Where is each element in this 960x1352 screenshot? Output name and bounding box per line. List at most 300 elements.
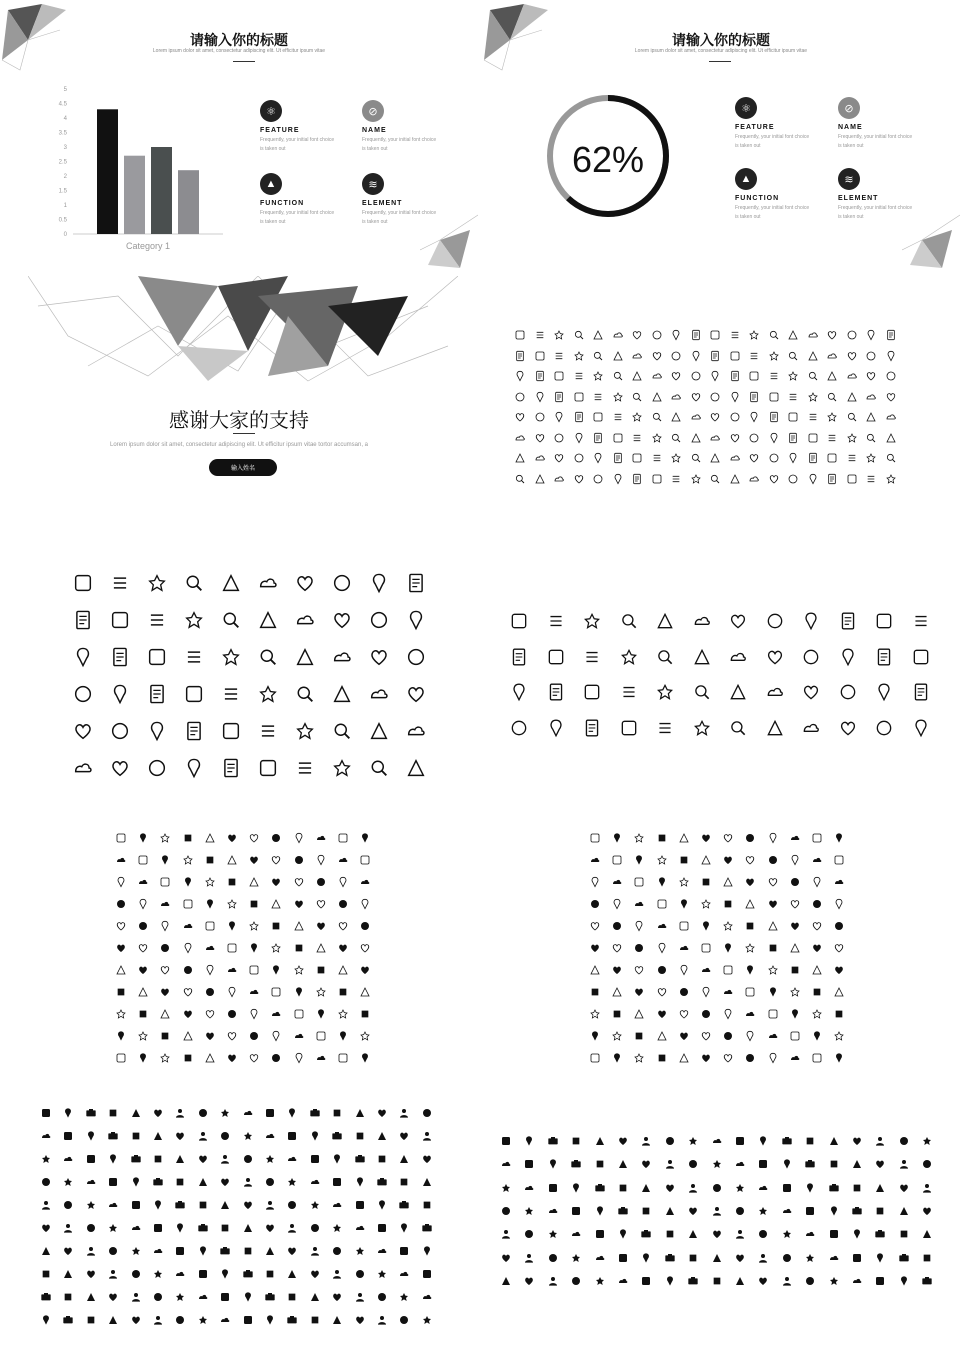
triangle-icon (115, 963, 127, 981)
heart-icon (874, 1157, 886, 1175)
circle-icon (107, 1244, 119, 1262)
star-icon (257, 683, 279, 710)
circle-icon (678, 985, 690, 1003)
camera-icon (640, 1227, 652, 1245)
layers-icon: ≋ (838, 168, 860, 190)
cloud-icon (692, 611, 712, 636)
circle-icon (781, 1251, 793, 1269)
circle-icon (270, 1051, 282, 1069)
heart-icon (62, 1244, 74, 1262)
user-icon (130, 1290, 142, 1308)
location-pin-icon (359, 897, 371, 915)
square-icon (62, 1129, 74, 1147)
triangle-icon (514, 451, 526, 469)
triangle-icon (315, 941, 327, 959)
feature-desc: Frequently, your initial font choice is taken out (735, 205, 810, 220)
circle-icon (833, 919, 845, 937)
heart-icon (534, 431, 546, 449)
camera-icon (85, 1106, 97, 1124)
list-icon (146, 609, 168, 636)
location-pin-icon (553, 410, 565, 428)
square-icon (534, 349, 546, 367)
heart-icon (137, 963, 149, 981)
cloud-icon (534, 451, 546, 469)
user-icon (421, 1129, 433, 1147)
cloud-icon (376, 1244, 388, 1262)
triangle-icon (711, 1251, 723, 1269)
grid-icon (130, 1129, 142, 1147)
cloud-icon (781, 1204, 793, 1222)
location-pin-icon (678, 963, 690, 981)
grid-icon (700, 875, 712, 893)
triangle-icon (242, 1221, 254, 1239)
heart-icon (768, 472, 780, 490)
list-icon (183, 646, 205, 673)
cloud-icon (182, 919, 194, 937)
y-tick-label: 2.5 (58, 159, 67, 166)
triangle-icon (767, 919, 779, 937)
heart-icon (765, 647, 785, 672)
user-icon (898, 1157, 910, 1175)
triangle-icon (309, 1290, 321, 1308)
grid-icon (182, 831, 194, 849)
bar-1 (97, 109, 118, 234)
star-icon (264, 1152, 276, 1170)
location-pin-icon (833, 831, 845, 849)
user-icon (85, 1244, 97, 1262)
triangle-icon (687, 1227, 699, 1245)
circle-icon (421, 1106, 433, 1124)
circle-icon (331, 1244, 343, 1262)
cloud-icon (514, 431, 526, 449)
location-pin-icon (811, 1029, 823, 1047)
location-pin-icon (226, 919, 238, 937)
square-icon (152, 1221, 164, 1239)
user-icon (264, 1198, 276, 1216)
square-icon (851, 1251, 863, 1269)
name-input-button[interactable]: 输入姓名 (209, 459, 277, 476)
location-pin-icon (807, 472, 819, 490)
heart-icon (182, 985, 194, 1003)
heart-icon (700, 1029, 712, 1047)
triangle-icon (62, 1267, 74, 1285)
feature-desc: Frequently, your initial font choice is taken out (260, 210, 335, 225)
document-icon (748, 390, 760, 408)
document-icon (509, 647, 529, 672)
grid-icon (40, 1267, 52, 1285)
triangle-icon (851, 1157, 863, 1175)
y-tick-label: 1.5 (58, 188, 67, 195)
cloud-icon (651, 369, 663, 387)
square-icon (159, 875, 171, 893)
circle-icon (611, 919, 623, 937)
heart-icon (398, 1129, 410, 1147)
triangle-icon (700, 853, 712, 871)
circle-icon (85, 1221, 97, 1239)
cloud-icon (670, 390, 682, 408)
document-icon (183, 720, 205, 747)
cloud-icon (152, 1244, 164, 1262)
star-icon (631, 410, 643, 428)
star-icon (619, 647, 639, 672)
grid-icon (354, 1129, 366, 1147)
cloud-icon (354, 1221, 366, 1239)
circle-icon (264, 1175, 276, 1193)
heart-icon (204, 1029, 216, 1047)
star-icon (331, 757, 353, 784)
location-pin-icon (514, 369, 526, 387)
list-icon (553, 349, 565, 367)
location-pin-icon (670, 328, 682, 346)
star-icon (159, 1051, 171, 1069)
y-tick-label: 4 (63, 116, 67, 122)
heart-icon (337, 941, 349, 959)
heart-icon (115, 919, 127, 937)
location-pin-icon (690, 349, 702, 367)
circle-icon (633, 941, 645, 959)
square-icon (589, 1051, 601, 1069)
circle-icon (811, 897, 823, 915)
user-icon (640, 1134, 652, 1152)
grid-icon (152, 1152, 164, 1170)
location-pin-icon (664, 1274, 676, 1292)
triangle-icon (612, 349, 624, 367)
feature-item (362, 173, 462, 227)
location-pin-icon (115, 1029, 127, 1047)
triangle-icon (828, 1134, 840, 1152)
square-icon (804, 1204, 816, 1222)
square-icon (130, 1198, 142, 1216)
cloud-icon (337, 853, 349, 871)
heart-icon (589, 941, 601, 959)
star-icon (612, 390, 624, 408)
list-icon (670, 472, 682, 490)
location-pin-icon (911, 718, 931, 743)
square-icon (523, 1157, 535, 1175)
star-icon (594, 1274, 606, 1292)
circle-icon (405, 646, 427, 673)
triangle-icon (826, 369, 838, 387)
location-pin-icon (62, 1106, 74, 1124)
solid-icons-sheet-bottom-left (0, 1096, 478, 1336)
feature-title: ELEMENT (362, 200, 403, 207)
camera-icon (40, 1290, 52, 1308)
star-icon (137, 1029, 149, 1047)
square-icon (182, 897, 194, 915)
location-pin-icon (421, 1244, 433, 1262)
star-icon (107, 1221, 119, 1239)
location-pin-icon (248, 941, 260, 959)
location-pin-icon (152, 1198, 164, 1216)
document-icon (109, 646, 131, 673)
circle-icon (757, 1227, 769, 1245)
heart-icon (242, 1198, 254, 1216)
camera-icon (617, 1204, 629, 1222)
heart-icon (838, 718, 858, 743)
grid-icon (678, 853, 690, 871)
cloud-icon (130, 1221, 142, 1239)
circle-icon (197, 1106, 209, 1124)
location-pin-icon (137, 1051, 149, 1069)
square-icon (226, 941, 238, 959)
square-icon (640, 1274, 652, 1292)
triangle-icon (640, 1181, 652, 1199)
square-icon (331, 1175, 343, 1193)
star-icon (611, 1029, 623, 1047)
grid-icon (242, 1244, 254, 1262)
heart-icon (219, 1175, 231, 1193)
circle-icon (500, 1204, 512, 1222)
square-icon (553, 369, 565, 387)
heart-icon (226, 1051, 238, 1069)
star-icon (331, 1221, 343, 1239)
triangle-icon (293, 919, 305, 937)
heart-icon (40, 1221, 52, 1239)
circle-icon (293, 853, 305, 871)
heart-icon (729, 431, 741, 449)
star-icon (789, 985, 801, 1003)
grid-icon (656, 1051, 668, 1069)
heart-icon (700, 1051, 712, 1069)
triangle-icon (264, 1244, 276, 1262)
triangle-icon (294, 646, 316, 673)
star-icon (826, 410, 838, 428)
user-icon (309, 1244, 321, 1262)
grid-icon (589, 985, 601, 1003)
heart-icon (115, 941, 127, 959)
circle-icon (174, 1313, 186, 1331)
feature-item (735, 97, 835, 151)
square-icon (589, 831, 601, 849)
cloud-icon (293, 1029, 305, 1047)
cloud-icon (115, 853, 127, 871)
grid-icon (264, 1267, 276, 1285)
document-icon (405, 572, 427, 599)
star-icon (748, 328, 760, 346)
star-icon (309, 1198, 321, 1216)
cloud-icon (729, 451, 741, 469)
grid-icon (286, 1290, 298, 1308)
circle-icon (787, 472, 799, 490)
triangle-icon (865, 410, 877, 428)
cloud-icon (107, 1198, 119, 1216)
heart-icon (789, 919, 801, 937)
grid-icon (315, 963, 327, 981)
location-pin-icon (40, 1313, 52, 1331)
camera-icon (107, 1129, 119, 1147)
star-icon (293, 963, 305, 981)
triangle-icon (898, 1204, 910, 1222)
star-icon (242, 1129, 254, 1147)
list-icon (582, 647, 602, 672)
cloud-icon (226, 963, 238, 981)
location-pin-icon (789, 1007, 801, 1025)
circle-icon (765, 611, 785, 636)
heart-icon (553, 451, 565, 469)
location-pin-icon (781, 1157, 793, 1175)
feature-item (735, 168, 835, 222)
document-icon (546, 682, 566, 707)
location-pin-icon (159, 853, 171, 871)
cloud-icon (331, 646, 353, 673)
location-pin-icon (656, 941, 668, 959)
heart-icon (767, 897, 779, 915)
grid-icon (656, 831, 668, 849)
heart-icon (722, 853, 734, 871)
grid-icon (664, 1227, 676, 1245)
search-icon (865, 431, 877, 449)
location-pin-icon (640, 1251, 652, 1269)
location-pin-icon (801, 611, 821, 636)
location-pin-icon (811, 875, 823, 893)
circle-icon (846, 328, 858, 346)
search-icon (728, 718, 748, 743)
heart-icon (898, 1181, 910, 1199)
user-icon (398, 1106, 410, 1124)
square-icon (709, 328, 721, 346)
camera-icon (286, 1313, 298, 1331)
triangle-icon (729, 472, 741, 490)
location-pin-icon (767, 1051, 779, 1069)
circle-icon (219, 1129, 231, 1147)
cloud-icon (359, 875, 371, 893)
cloud-icon (40, 1129, 52, 1147)
location-pin-icon (767, 985, 779, 1003)
list-icon (109, 572, 131, 599)
heart-icon (315, 897, 327, 915)
square-icon (611, 853, 623, 871)
heart-icon (611, 963, 623, 981)
triangle-icon (152, 1129, 164, 1147)
heart-icon (182, 1007, 194, 1025)
slide-title: 请输入你的标题 (672, 33, 770, 49)
grid-icon (687, 1251, 699, 1269)
triangle-icon (159, 1007, 171, 1025)
location-pin-icon (182, 875, 194, 893)
triangle-icon (534, 472, 546, 490)
feature-title: FUNCTION (735, 195, 780, 202)
circle-icon (865, 349, 877, 367)
star-icon (807, 390, 819, 408)
list-icon (619, 682, 639, 707)
camera-icon (219, 1244, 231, 1262)
cloud-icon (846, 369, 858, 387)
star-icon (921, 1134, 933, 1152)
location-pin-icon (757, 1134, 769, 1152)
cloud-icon (248, 985, 260, 1003)
location-pin-icon (85, 1129, 97, 1147)
heart-icon (204, 1007, 216, 1025)
star-icon (115, 1007, 127, 1025)
location-pin-icon (248, 1007, 260, 1025)
circle-icon (885, 369, 897, 387)
triangle-icon (500, 1274, 512, 1292)
bar-3 (151, 147, 172, 234)
cloud-icon (219, 1313, 231, 1331)
cloud-icon (789, 1051, 801, 1069)
star-icon (294, 720, 316, 747)
circle-icon (722, 1029, 734, 1047)
percent-label: 62% (571, 139, 645, 180)
cloud-icon (711, 1134, 723, 1152)
heart-icon (690, 390, 702, 408)
location-pin-icon (264, 1313, 276, 1331)
location-pin-icon (137, 897, 149, 915)
square-icon (656, 897, 668, 915)
document-icon (807, 451, 819, 469)
star-icon (670, 451, 682, 469)
location-pin-icon (293, 985, 305, 1003)
circle-icon (72, 683, 94, 710)
square-icon (257, 757, 279, 784)
circle-icon (767, 853, 779, 871)
square-icon (582, 682, 602, 707)
search-icon (768, 328, 780, 346)
cloud-icon (765, 682, 785, 707)
star-icon (573, 349, 585, 367)
triangle-icon (248, 875, 260, 893)
triangle-icon (182, 1029, 194, 1047)
cloud-icon (612, 328, 624, 346)
cloud-icon (617, 1274, 629, 1292)
square-icon (337, 1051, 349, 1069)
user-icon (711, 1204, 723, 1222)
cloud-icon (801, 718, 821, 743)
cloud-icon (589, 853, 601, 871)
list-icon (631, 431, 643, 449)
triangle-icon (633, 1007, 645, 1025)
heart-icon (767, 875, 779, 893)
grid-icon (611, 1007, 623, 1025)
line-icons-sheet-large (0, 548, 478, 806)
star-icon (589, 1007, 601, 1025)
camera-icon (781, 1134, 793, 1152)
square-icon (594, 1227, 606, 1245)
user-icon (376, 1313, 388, 1331)
square-icon (270, 985, 282, 1003)
document-icon (72, 609, 94, 636)
grid-icon (594, 1157, 606, 1175)
heart-icon (633, 963, 645, 981)
star-icon (804, 1251, 816, 1269)
y-tick-label: 0 (63, 232, 67, 238)
heart-icon (331, 609, 353, 636)
camera-icon (570, 1157, 582, 1175)
circle-icon (664, 1134, 676, 1152)
search-icon (183, 572, 205, 599)
location-pin-icon (804, 1181, 816, 1199)
y-tick-label: 1 (63, 203, 67, 209)
circle-icon (651, 328, 663, 346)
circle-icon (589, 897, 601, 915)
search-icon (846, 410, 858, 428)
grid-icon (197, 1198, 209, 1216)
square-icon (874, 1274, 886, 1292)
cloud-icon (611, 875, 623, 893)
feature-title: NAME (362, 127, 387, 134)
triangle-icon (421, 1175, 433, 1193)
heart-icon (670, 369, 682, 387)
camera-icon (898, 1251, 910, 1269)
heart-icon (359, 941, 371, 959)
circle-icon (226, 1007, 238, 1025)
user-icon (500, 1227, 512, 1245)
donut-progress (544, 92, 672, 220)
triangle-icon (678, 1051, 690, 1069)
location-pin-icon (611, 831, 623, 849)
user-icon (354, 1290, 366, 1308)
triangle-icon (226, 853, 238, 871)
